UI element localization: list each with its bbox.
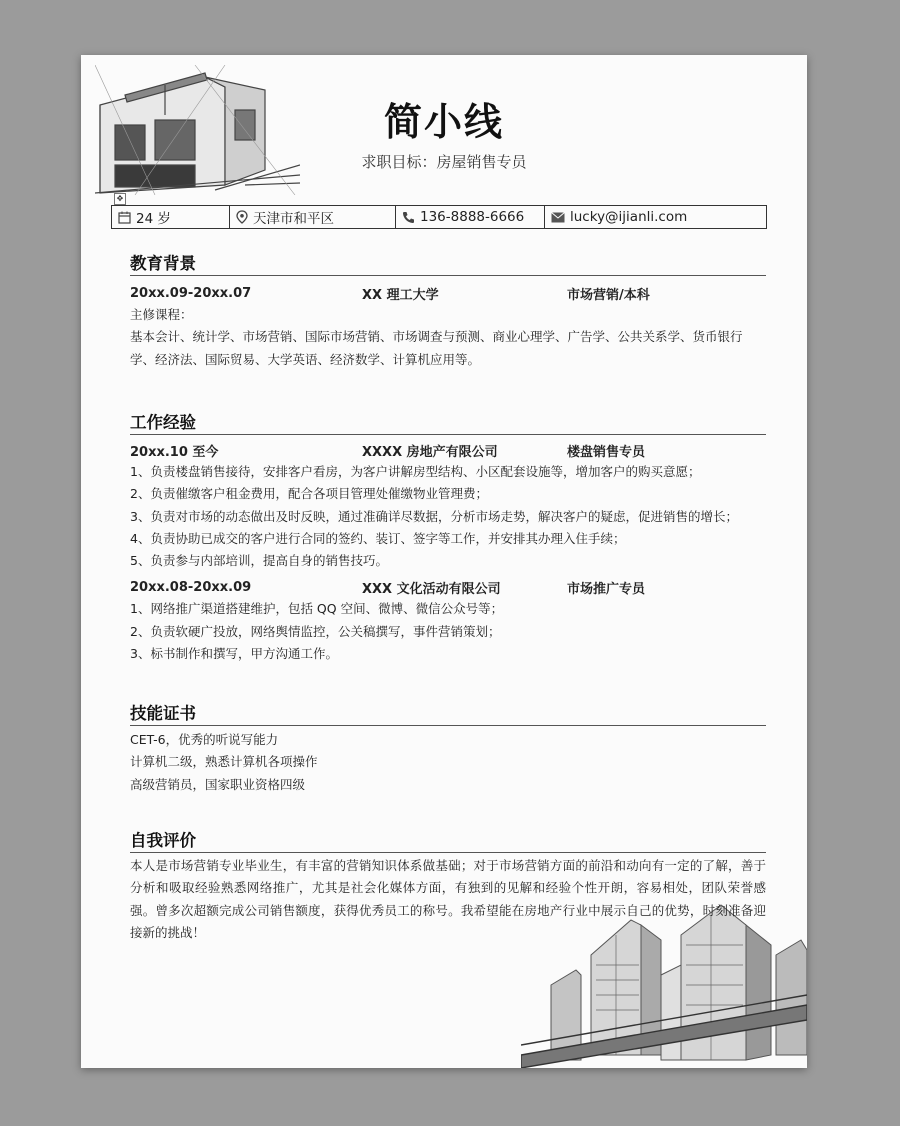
education-school: XX 理工大学 xyxy=(362,287,439,303)
location-pin-icon xyxy=(236,210,248,224)
education-major: 市场营销/本科 xyxy=(567,287,650,303)
job-period: 20xx.08-20xx.09 xyxy=(130,579,252,595)
skill-line: 计算机二级，熟悉计算机各项操作 xyxy=(130,754,318,770)
skills-title: 技能证书 xyxy=(130,700,766,726)
info-age xyxy=(112,206,230,228)
phone-icon xyxy=(402,211,415,224)
self-evaluation-title: 自我评价 xyxy=(130,827,766,853)
work-title: 工作经验 xyxy=(130,409,766,435)
candidate-name: 简小线 xyxy=(383,100,504,144)
skill-line: CET-6，优秀的听说写能力 xyxy=(130,732,279,747)
job-company: XXXX 房地产有限公司 xyxy=(362,444,498,460)
resume-page xyxy=(81,55,807,1068)
job-position: 楼盘销售专员 xyxy=(567,444,646,460)
self-evaluation-section xyxy=(130,827,766,944)
job-duty: 3、负责对市场的动态做出及时反映，通过准确详尽数据，分析市场走势，解决客户的疑虑，促进销售的增长； xyxy=(130,508,738,524)
job-duty: 1、网络推广渠道搭建维护，包括 QQ 空间、微博、微信公众号等； xyxy=(130,601,504,617)
job-position: 市场推广专员 xyxy=(567,581,646,597)
phone-text: 136-8888-6666 xyxy=(420,209,525,225)
info-email xyxy=(545,206,766,228)
skills-section xyxy=(130,700,766,796)
education-section xyxy=(130,250,766,371)
job-duty: 4、负责协助已成交的客户进行合同的签约、装订、签字等工作，并安排其办理入住手续； xyxy=(130,530,626,546)
job-duty: 2、负责催缴客户租金费用，配合各项目管理处催缴物业管理费； xyxy=(130,486,488,502)
job-objective: 求职目标：房屋销售专员 xyxy=(361,153,527,171)
skill-line: 高级营销员，国家职业资格四级 xyxy=(130,776,306,792)
education-line: 学、经济法、国际贸易、大学英语、经济数学、计算机应用等。 xyxy=(130,351,481,367)
education-period: 20xx.09-20xx.07 xyxy=(130,285,252,301)
job-duty: 3、标书制作和撰写，甲方沟通工作。 xyxy=(130,646,338,662)
self-evaluation-text: 本人是市场营销专业毕业生，有丰富的营销知识体系做基础；对于市场营销方面的前沿和动向有一定的了解，善于分析和吸取经验熟悉网络推广，尤其是社会化媒体方面，有独到的见解和经验个性开朗，容易相处，团队荣誉感强。曾多次超额完成公司销售额度，获得优秀员工的称号。我希望能在房地产行业中展示自己的优势，时刻准备迎接新的挑战！ xyxy=(130,858,766,940)
job-duty: 2、负责软硬广投放，网络舆情监控，公关稿撰写，事件营销策划； xyxy=(130,623,501,639)
move-handle-icon[interactable]: ✥ xyxy=(114,193,126,205)
education-line: 主修课程： xyxy=(130,307,193,322)
location-text: 天津市和平区 xyxy=(253,211,334,227)
education-line: 基本会计、统计学、市场营销、国际市场营销、市场调查与预测、商业心理学、广告学、公共关系学、货币银行 xyxy=(130,329,743,345)
job-duty: 1、负责楼盘销售接待，安排客户看房，为客户讲解房型结构、小区配套设施等，增加客户的购买意愿； xyxy=(130,464,701,479)
info-location xyxy=(230,206,396,228)
job-period: 20xx.10 至今 xyxy=(130,444,219,460)
info-phone xyxy=(396,206,545,228)
job-company: XXX 文化活动有限公司 xyxy=(362,581,501,597)
education-title: 教育背景 xyxy=(130,250,766,276)
age-text: 24 岁 xyxy=(136,211,171,227)
job-row xyxy=(130,439,766,461)
info-bar xyxy=(111,205,767,229)
work-section xyxy=(130,409,766,665)
email-text: lucky@ijianli.com xyxy=(570,209,688,225)
education-row xyxy=(130,282,766,304)
mail-icon xyxy=(551,212,565,223)
job-duty: 5、负责参与内部培训，提高自身的销售技巧。 xyxy=(130,553,388,569)
job-row xyxy=(130,576,766,598)
calendar-icon xyxy=(118,211,131,224)
